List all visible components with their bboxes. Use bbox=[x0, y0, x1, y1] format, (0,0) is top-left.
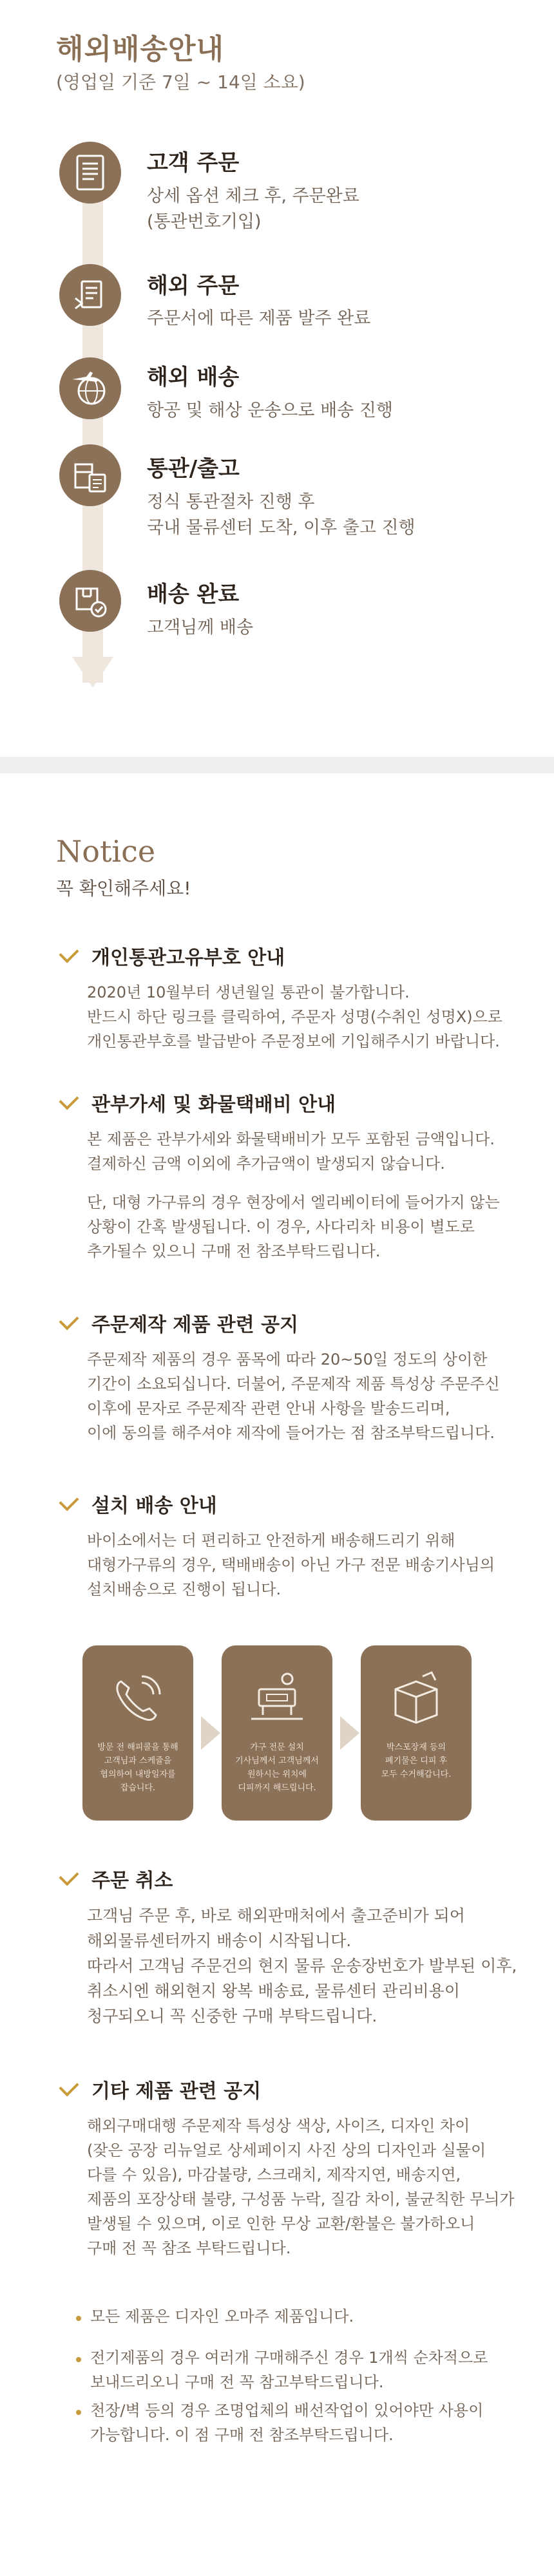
section-heading bbox=[61, 1088, 336, 1117]
page-subtitle: (영업일 기준 7일 ~ 14일 소요) bbox=[56, 71, 305, 93]
step-title: 해외 주문 bbox=[147, 273, 240, 299]
step-desc: 항공 및 해상 운송으로 배송 진행 bbox=[147, 401, 393, 421]
notice-title: Notice bbox=[56, 834, 156, 869]
document-list-icon bbox=[59, 142, 121, 204]
check-icon bbox=[59, 1491, 79, 1511]
bullet-item: 모든 제품은 디자인 오마주 제품입니다. bbox=[90, 2307, 354, 2325]
section-body: 해외구매대행 주문제작 특성상 색상, 사이즈, 디자인 차이 (잦은 공장 리뉴얼로 상세페이지 사진 상의 디자인과 실물이 다를 수 있음), 마감불량, 스크래치, 제작지연, 배송지연, 제품의 포장상태 불량, 구성품 누락, 질감 차이, 불균칙한 무늬가 발생될 수 있으며, 이로 인한 무상 교환/환불은 불가하오니 구매 전 꼭 참조 부탁드립니다. bbox=[87, 2117, 515, 2257]
section-heading bbox=[61, 1309, 298, 1337]
section-body-extra: 단, 대형 가구류의 경우 현장에서 엘리베이터에 들어가지 않는 상황이 간혹 발생됩니다. 이 경우, 사다리차 비용이 별도로 추가될수 있으니 구매 전 참조부탁드립니다. bbox=[87, 1193, 500, 1260]
section-title: 주문제작 제품 관련 공지 bbox=[91, 1314, 299, 1336]
install-card-text: 방문 전 해피콜을 통해 고객님과 스케쥴을 협의하여 내방일자를 잡습니다. bbox=[97, 1743, 178, 1793]
check-icon bbox=[59, 2076, 79, 2096]
phone-call-icon bbox=[108, 1670, 167, 1729]
install-card bbox=[82, 1645, 193, 1821]
check-icon bbox=[59, 943, 79, 963]
section-title: 관부가세 및 화물택배비 안내 bbox=[91, 1094, 336, 1116]
box-check-icon bbox=[59, 570, 121, 632]
section-heading bbox=[61, 1490, 217, 1518]
section-body: 바이소에서는 더 편리하고 안전하게 배송해드리기 위해 대형가구류의 경우, 택배배송이 아닌 가구 전문 배송기사님의 설치배송으로 진행이 됩니다. bbox=[87, 1531, 495, 1598]
section-title: 설치 배송 안내 bbox=[91, 1495, 217, 1517]
timeline-arrow-icon bbox=[72, 657, 113, 688]
section-body: 고객님 주문 후, 바로 해외판매처에서 출고준비가 되어 해외물류센터까지 배송이 시작됩니다. 따라서 고객님 주문건의 현지 물류 운송장번호가 발부된 이후, 취소시엔 해외현지 왕복 배송료, 물류센터 관리비용이 청구되오니 꼭 신중한 구매 부탁드립니다. bbox=[87, 1906, 517, 2025]
bullet-dot bbox=[76, 2357, 81, 2362]
chevron-right-icon bbox=[340, 1716, 359, 1750]
section-title: 기타 제품 관련 공지 bbox=[91, 2080, 262, 2103]
step-desc: 정식 통관절차 진행 후 국내 물류센터 도착, 이후 출고 진행 bbox=[147, 492, 416, 538]
install-card-text: 가구 전문 설치 기사님께서 고객님께서 원하시는 위치에 디피까지 해드립니다. bbox=[235, 1743, 319, 1793]
bullet-dot bbox=[76, 2410, 81, 2415]
page-title: 해외배송안내 bbox=[56, 33, 225, 66]
section-heading bbox=[61, 942, 285, 970]
clipboard-order-icon bbox=[59, 264, 121, 326]
install-card bbox=[222, 1645, 332, 1821]
step-desc: 주문서에 따른 제품 발주 완료 bbox=[147, 308, 371, 328]
section-body: 2020년 10월부터 생년월일 통관이 불가합니다. 반드시 하단 링크를 클릭하여, 주문자 성명(수취인 성명X)으로 개인통관부호를 발급받아 주문정보에 기입해주시기 바랍니다. bbox=[87, 983, 502, 1050]
install-card-text: 박스포장재 등의 폐기물은 디피 후 모두 수거해갑니다. bbox=[381, 1743, 452, 1779]
step-desc: 상세 옵션 체크 후, 주문완료 (통관번호기입) bbox=[147, 186, 359, 232]
section-heading bbox=[61, 2075, 261, 2103]
airplane-globe-icon bbox=[59, 357, 121, 419]
box-recycle-icon bbox=[387, 1670, 446, 1729]
step-title: 해외 배송 bbox=[147, 365, 240, 390]
box-document-icon bbox=[59, 444, 121, 506]
notice-subtitle: 꼭 확인해주세요! bbox=[56, 878, 191, 899]
section-title: 개인통관고유부호 안내 bbox=[91, 947, 285, 969]
check-icon bbox=[59, 1090, 79, 1110]
section-body: 본 제품은 관부가세와 화물택배비가 모두 포함된 금액입니다. 결제하신 금액 이외에 추가금액이 발생되지 않습니다. bbox=[87, 1130, 495, 1173]
step-title: 고객 주문 bbox=[147, 150, 240, 176]
step-desc: 고객님께 배송 bbox=[147, 618, 254, 638]
section-divider bbox=[0, 757, 554, 773]
furniture-install-icon bbox=[247, 1670, 307, 1729]
step-title: 배송 완료 bbox=[147, 582, 240, 607]
step-title: 통관/출고 bbox=[147, 456, 240, 482]
install-card bbox=[361, 1645, 472, 1821]
bullet-dot bbox=[76, 2316, 81, 2321]
check-icon bbox=[59, 1866, 79, 1886]
chevron-right-icon bbox=[201, 1716, 220, 1750]
check-icon bbox=[59, 1310, 79, 1330]
bullet-item: 천장/벽 등의 경우 조명업체의 배선작업이 있어야만 사용이 가능합니다. 이 점 구매 전 참조부탁드립니다. bbox=[90, 2401, 484, 2444]
bullet-item: 전기제품의 경우 여러개 구매해주신 경우 1개씩 순차적으로 보내드리오니 구매 전 꼭 참고부탁드립니다. bbox=[90, 2349, 488, 2391]
section-body: 주문제작 제품의 경우 품목에 따라 20~50일 정도의 상이한 기간이 소요되십니다. 더불어, 주문제작 제품 특성상 주문주신 이후에 문자로 주문제작 관련 안내 사항을 발송드리며, 이에 동의를 해주셔야 제작에 들어가는 점 참조부탁드립니다. bbox=[87, 1350, 500, 1442]
section-title: 주문 취소 bbox=[91, 1870, 173, 1892]
section-heading bbox=[61, 1864, 173, 1893]
